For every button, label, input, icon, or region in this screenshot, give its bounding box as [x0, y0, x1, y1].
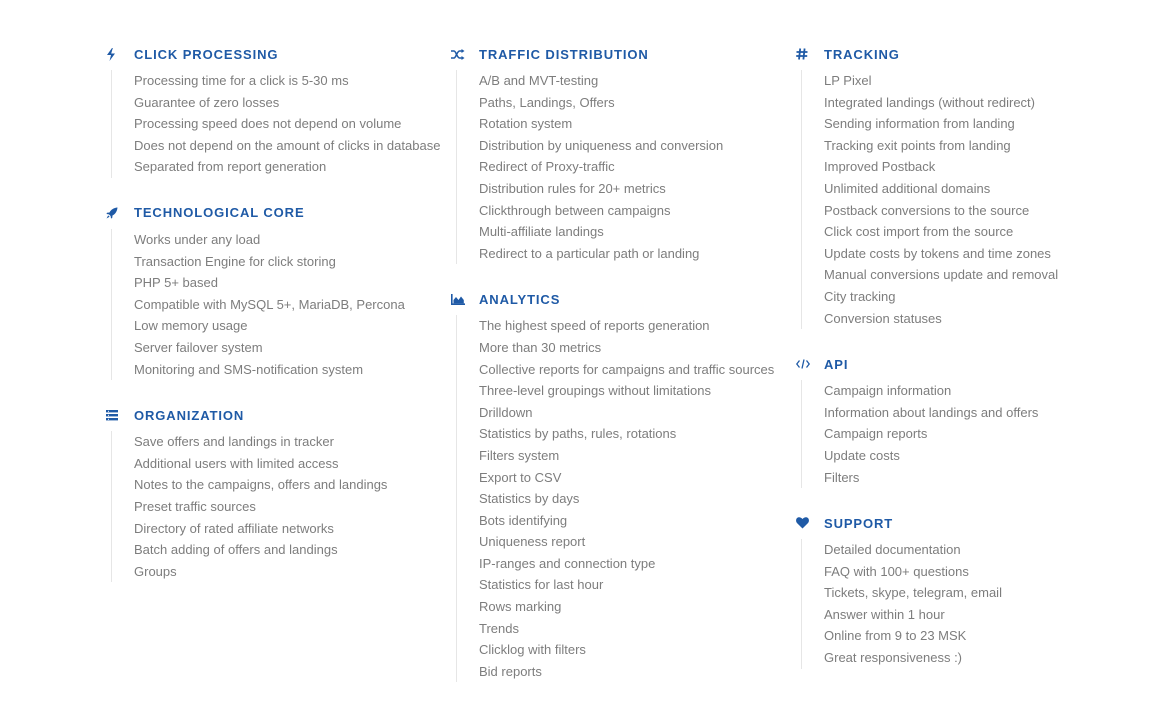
list-item: Processing speed does not depend on volume — [134, 116, 402, 132]
list-item: Works under any load — [134, 231, 261, 247]
list-item: Statistics by days — [479, 491, 580, 507]
section-api — [796, 354, 1136, 488]
list-item: Campaign reports — [824, 426, 928, 442]
section-header — [451, 289, 791, 309]
list-item: Clicklog with filters — [479, 642, 586, 658]
list-item: Save offers and landings in tracker — [134, 434, 334, 450]
section-title: SUPPORT — [824, 515, 894, 531]
feature-list — [456, 70, 791, 264]
shuffle-icon — [451, 46, 467, 62]
section-title: TECHNOLOGICAL CORE — [134, 205, 305, 221]
code-icon — [796, 356, 812, 372]
lightning-icon — [106, 46, 122, 62]
list-item: Multi-affiliate landings — [479, 224, 604, 240]
list-item: City tracking — [824, 288, 896, 304]
section-analytics — [451, 289, 791, 682]
list-item: Redirect to a particular path or landing — [479, 245, 700, 261]
list-item: LP Pixel — [824, 73, 872, 88]
section-header — [106, 44, 446, 64]
list-item: Integrated landings (without redirect) — [824, 94, 1036, 110]
list-item: Click cost import from the source — [824, 224, 1014, 240]
list-item: Unlimited additional domains — [824, 180, 991, 196]
section-title: CLICK PROCESSING — [134, 46, 279, 62]
list-item: Bots identifying — [479, 512, 568, 528]
list-item: IP-ranges and connection type — [479, 555, 656, 571]
list-item: PHP 5+ based — [134, 275, 218, 291]
list-item: Distribution by uniqueness and conversion — [479, 137, 724, 153]
section-title: ORGANIZATION — [134, 407, 245, 423]
list-item: Guarantee of zero losses — [134, 94, 280, 110]
section-header — [106, 203, 446, 223]
list-item: Sending information from landing — [824, 116, 1015, 132]
list-item: Answer within 1 hour — [824, 606, 945, 622]
features-column-2 — [451, 44, 791, 707]
section-title: TRACKING — [824, 46, 900, 62]
list-item: Tracking exit points from landing — [824, 137, 1011, 153]
list-item: Filters — [824, 469, 860, 485]
list-item: Three-level groupings without limitations — [479, 383, 711, 399]
list-item: Preset traffic sources — [134, 498, 256, 514]
list-item: Clickthrough between campaigns — [479, 202, 671, 218]
list-item: Uniqueness report — [479, 534, 586, 550]
list-item: Collective reports for campaigns and traffic sources — [479, 361, 775, 377]
section-title: API — [824, 356, 849, 372]
section-header — [796, 354, 1136, 374]
section-organization — [106, 405, 446, 582]
section-title: TRAFFIC DISTRIBUTION — [479, 46, 649, 62]
section-tracking — [796, 44, 1136, 329]
list-item: Rotation system — [479, 116, 573, 132]
feature-list — [111, 431, 446, 582]
list-item: Update costs — [824, 447, 900, 463]
list-item: Does not depend on the amount of clicks in database — [134, 137, 441, 153]
hash-icon — [796, 46, 812, 62]
list-item: Compatible with MySQL 5+, MariaDB, Percona — [134, 296, 405, 312]
list-item: Monitoring and SMS-notification system — [134, 361, 364, 377]
section-header — [451, 44, 791, 64]
list-item: Separated from report generation — [134, 159, 327, 175]
feature-list — [801, 70, 1136, 329]
list-item: Online from 9 to 23 MSK — [824, 628, 967, 644]
list-item: Trends — [479, 620, 519, 636]
list-item: Conversion statuses — [824, 310, 942, 326]
list-item: Directory of rated affiliate networks — [134, 520, 334, 536]
list-item: Additional users with limited access — [134, 455, 339, 471]
list-item: Filters system — [479, 447, 560, 463]
list-item: Export to CSV — [479, 469, 562, 485]
feature-list — [456, 315, 791, 682]
list-item: The highest speed of reports generation — [479, 318, 710, 334]
list-item: Information about landings and offers — [824, 404, 1039, 420]
heart-icon — [796, 515, 812, 531]
list-item: Processing time for a click is 5-30 ms — [134, 73, 349, 88]
list-item: Paths, Landings, Offers — [479, 94, 615, 110]
list-item: Rows marking — [479, 599, 562, 615]
list-item: Batch adding of offers and landings — [134, 542, 338, 558]
list-item: Statistics by paths, rules, rotations — [479, 426, 677, 442]
area-chart-icon — [451, 291, 467, 307]
list-item: A/B and MVT-testing — [479, 73, 599, 88]
feature-list — [801, 539, 1136, 669]
features-column-3 — [796, 44, 1136, 694]
list-item: Campaign information — [824, 383, 952, 399]
section-header — [796, 513, 1136, 533]
section-technological-core — [106, 203, 446, 380]
list-item: Distribution rules for 20+ metrics — [479, 180, 666, 196]
list-icon — [106, 407, 122, 423]
features-column-1 — [106, 44, 446, 607]
list-item: Manual conversions update and removal — [824, 267, 1059, 283]
section-traffic-distribution — [451, 44, 791, 264]
list-item: Redirect of Proxy-traffic — [479, 159, 615, 175]
list-item: More than 30 metrics — [479, 339, 602, 355]
list-item: Great responsiveness :) — [824, 650, 963, 666]
list-item: Groups — [134, 563, 177, 579]
list-item: Tickets, skype, telegram, email — [824, 585, 1002, 601]
list-item: Detailed documentation — [824, 542, 961, 558]
list-item: FAQ with 100+ questions — [824, 563, 969, 579]
feature-list — [111, 70, 446, 178]
list-item: Update costs by tokens and time zones — [824, 245, 1051, 261]
section-click-processing — [106, 44, 446, 178]
section-support — [796, 513, 1136, 669]
list-item: Server failover system — [134, 339, 263, 355]
list-item: Low memory usage — [134, 318, 248, 334]
list-item: Statistics for last hour — [479, 577, 604, 593]
feature-list — [111, 229, 446, 380]
section-header — [106, 405, 446, 425]
list-item: Transaction Engine for click storing — [134, 253, 336, 269]
section-title: ANALYTICS — [479, 291, 561, 307]
list-item: Notes to the campaigns, offers and landings — [134, 477, 388, 493]
section-header — [796, 44, 1136, 64]
list-item: Drilldown — [479, 404, 533, 420]
list-item: Improved Postback — [824, 159, 936, 175]
feature-list — [801, 380, 1136, 488]
list-item: Bid reports — [479, 663, 542, 679]
rocket-icon — [106, 205, 122, 221]
list-item: Postback conversions to the source — [824, 202, 1030, 218]
